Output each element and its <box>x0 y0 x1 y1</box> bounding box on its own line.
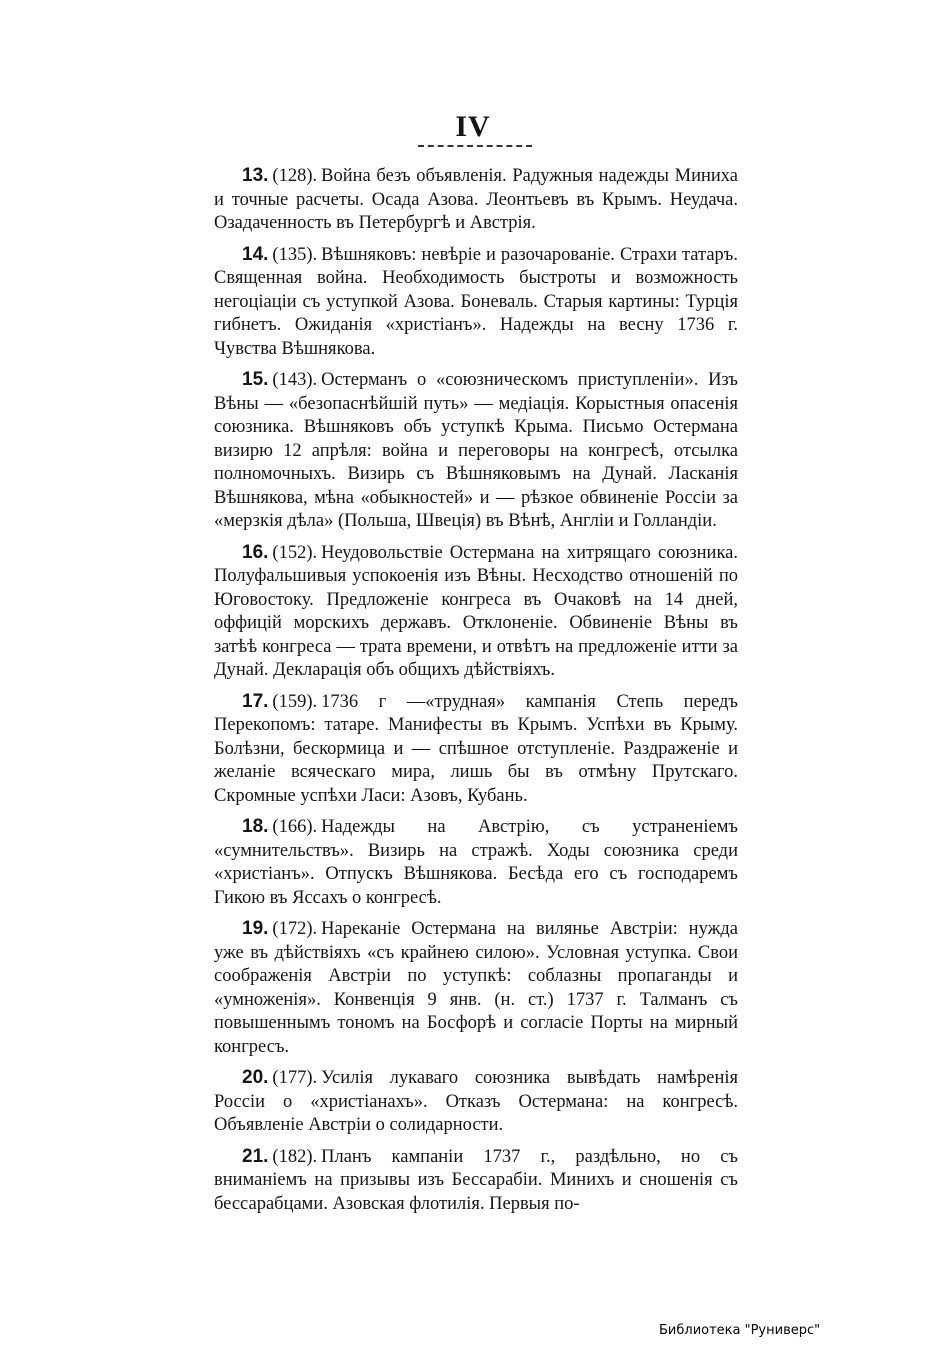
entry-page-ref: (143). <box>272 370 318 390</box>
toc-entry-16 <box>214 541 738 683</box>
toc-entry-15 <box>214 368 738 534</box>
entry-page-ref: (152). <box>272 542 318 563</box>
toc-entry-17 <box>214 690 738 809</box>
entry-number: 21. <box>242 1145 269 1167</box>
entry-number: 19. <box>242 918 269 939</box>
toc-entry-13 <box>214 164 738 236</box>
entry-number: 15. <box>242 369 269 390</box>
toc-entry-14 <box>214 243 738 362</box>
entry-page-ref: (135). <box>272 244 318 265</box>
entry-page-ref: (172). <box>272 919 318 939</box>
toc-entry-21 <box>214 1145 738 1217</box>
entry-number: 18. <box>242 816 269 837</box>
entry-text: 1736 г —«трудная» кампанія Степь передъ Перекопомъ: татаре. Манифесты въ Крымъ. Успѣхи въ Крыму. Болѣзни, бескормица и — спѣшное отступленіе. Раздраженіе и желаніе всяческаго мира, лишь бы въ отмѣну Прутскаго. Скромные успѣхи Ласи: Азовъ, Кубань. <box>214 691 738 806</box>
entry-text: Остерманъ о «союзническомъ приступленіи». Изъ Вѣны — «безопаснѣйшій путь» — медіація. Корыстныя опасенія союзника. Вѣшняковъ объ уступкѣ Крыма. Письмо Остермана визирю 12 апрѣля: война и переговоры на конгресѣ, отсылка полномочныхъ. Визирь съ Вѣшняковымъ на Дунай. Ласканія Вѣшнякова, мѣна «обыкностей» и — рѣзкое обвиненіе Россіи за «мерзкія дѣла» (Польша, Швеція) въ Вѣнѣ, Англіи и Голландіи. <box>214 370 738 531</box>
table-of-contents <box>214 164 738 1223</box>
entry-page-ref: (128). <box>272 166 318 186</box>
entry-number: 16. <box>242 541 269 563</box>
toc-entry-20 <box>214 1066 738 1138</box>
entry-text: Неудовольствіе Остермана на хитрящаго союзника. Полуфальшивыя успокоенія изъ Вѣны. Несходство отношеній по Юговостоку. Предложеніе конгреса въ Очаковѣ на 14 дней, оффицій морскихъ державъ. Отклоненіе. Обвиненіе Вѣны въ затѣѣ конгреса — трата времени, и отвѣтъ на предложеніе итти за Дунай. Декларація объ общихъ дѣйствіяхъ. <box>214 542 738 680</box>
entry-text: Надежды на Австрію, съ устраненіемъ «сумнительствъ». Визирь на стражѣ. Ходы союзника среди «христіанъ». Отпускъ Вѣшнякова. Бесѣда его съ господаремъ Гикою въ Яссахъ о конгресѣ. <box>214 817 738 908</box>
entry-number: 13. <box>242 165 269 186</box>
toc-entry-19 <box>214 917 738 1059</box>
page-number: IV <box>455 110 491 143</box>
entry-number: 14. <box>242 243 269 265</box>
entry-text: Усилія лукаваго союзника вывѣдать намѣренія Россіи о «христіанахъ». Отказъ Остермана: на конгресѣ. Объявленіе Австріи о солидарности. <box>214 1068 738 1135</box>
entry-text: Вѣшняковъ: невѣріе и разочарованіе. Страхи татаръ. Священная война. Необходимость быстроты и возможность негоціаціи съ уступкой Азова. Боневаль. Старыя картины: Турція гибнетъ. Ожиданія «христіанъ». Надежды на весну 1736 г. Чувства Вѣшнякова. <box>214 244 738 359</box>
entry-number: 17. <box>242 690 269 712</box>
entry-text: Нареканіе Остермана на виляньe Австріи: нужда уже въ дѣйствіяхъ «съ крайнею силою». Условная уступка. Свои соображенія Австріи по уступкѣ: соблазны пропаганды и «умноженія». Конвенція 9 янв. (н. ст.) 1737 г. Талманъ съ повышеннымъ тономъ на Босфорѣ и согласіе Порты на мирный конгресъ. <box>214 919 738 1057</box>
entry-page-ref: (177). <box>272 1068 318 1088</box>
entry-page-ref: (182). <box>272 1146 318 1167</box>
toc-entry-18 <box>214 815 738 910</box>
library-watermark: Библиотека "Руниверс" <box>659 1323 821 1338</box>
entry-page-ref: (159). <box>272 691 318 712</box>
header-rule <box>418 145 532 147</box>
entry-text: Планъ кампаніи 1737 г., раздѣльно, но съ вниманіемъ на призывы изъ Бессарабіи. Минихъ и сношенія съ бессарабцами. Азовская флотилія. Первыя по- <box>214 1146 738 1214</box>
entry-text: Война безъ объявленія. Радужныя надежды Миниха и точные расчеты. Осада Азова. Леонтьевъ въ Крымъ. Неудача. Озадаченность въ Петербургѣ и Австрія. <box>214 166 738 233</box>
entry-page-ref: (166). <box>272 817 318 837</box>
entry-number: 20. <box>242 1067 269 1088</box>
